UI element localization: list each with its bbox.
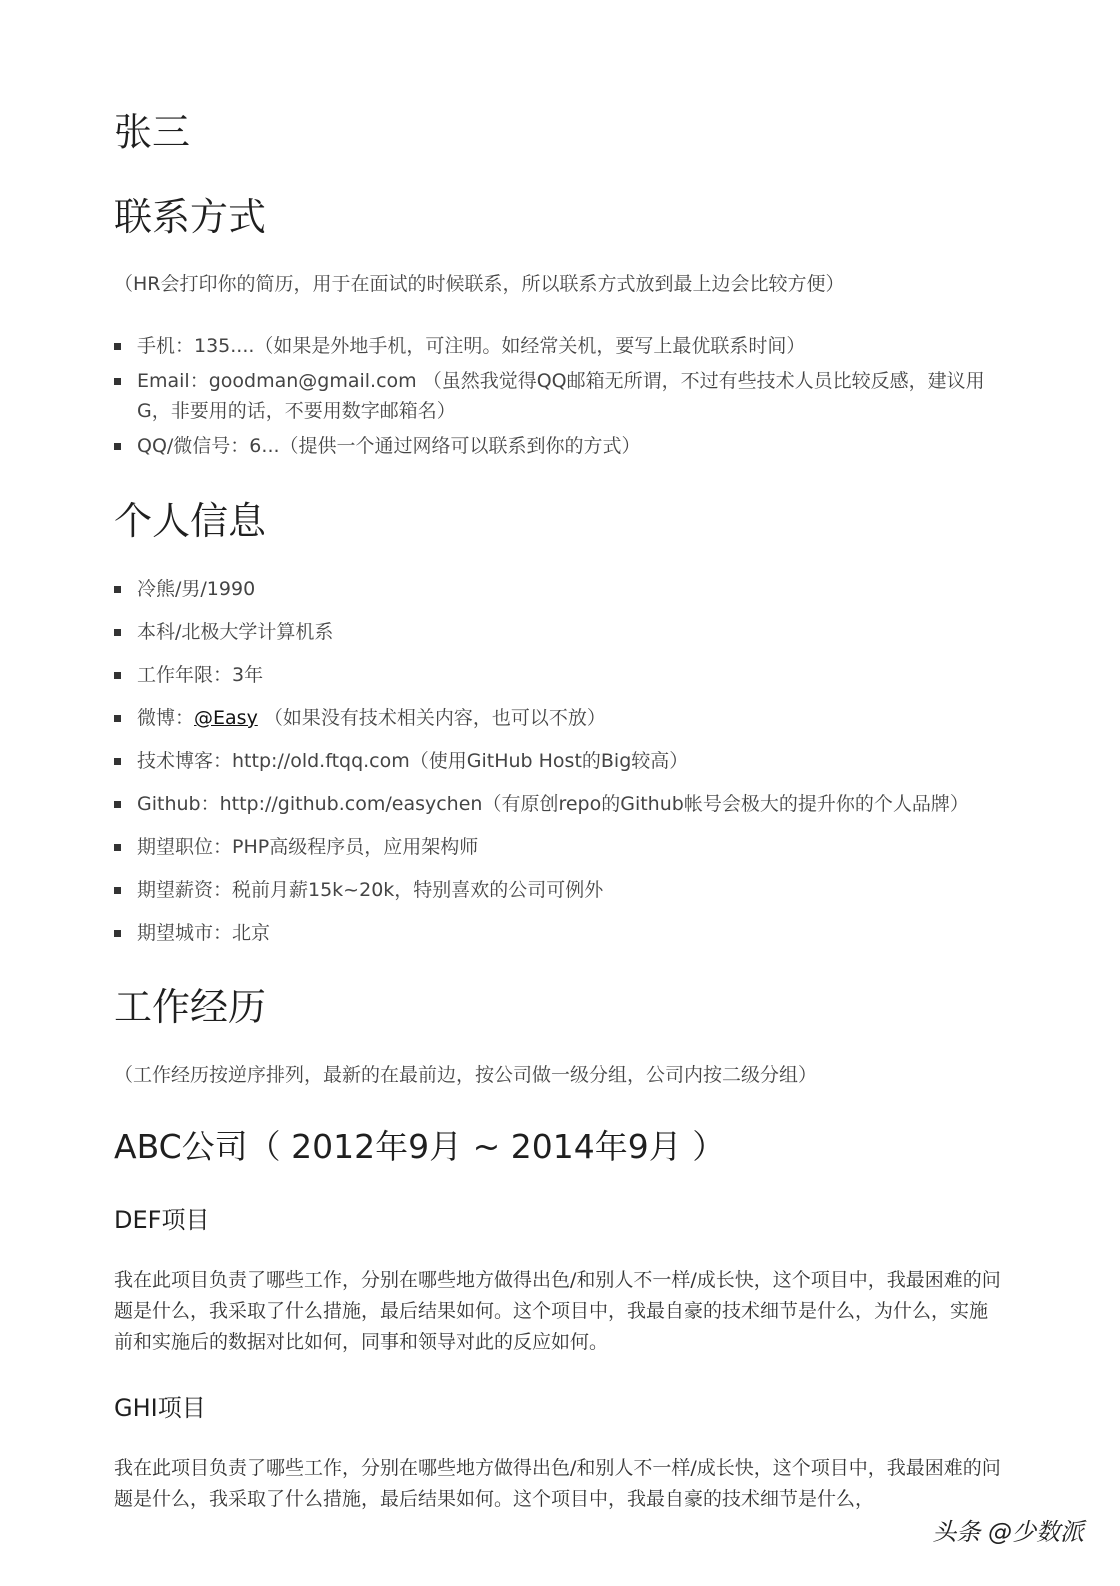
personal-info-list — [114, 574, 1004, 961]
work-heading: 工作经历 — [114, 985, 267, 1029]
weibo-label: 微博： — [137, 707, 195, 729]
contact-heading: 联系方式 — [114, 195, 267, 239]
project-desc-def: 我在此项目负责了哪些工作，分别在哪些地方做得出色/和别人不一样/成长快，这个项目中，我最困难的问题是什么，我采取了什么措施，最后结果如何。这个项目中，我最自豪的技术细节是什么，为什么，实施前和实施后的数据对比如何，同事和领导对此的反应如何。 — [114, 1269, 1001, 1353]
company-heading: ABC公司（ 2012年9月 ~ 2014年9月 ） — [114, 1127, 726, 1166]
work-note: （工作经历按逆序排列，最新的在最前边，按公司做一级分组，公司内按二级分组） — [114, 1064, 818, 1086]
contact-item-phone: 手机：135....（如果是外地手机，可注明。如经常关机，要写上最优联系时间） — [114, 331, 1004, 361]
contact-note: （HR会打印你的简历，用于在面试的时候联系，所以联系方式放到最上边会比较方便） — [114, 273, 845, 295]
personal-heading: 个人信息 — [114, 499, 267, 543]
info-item-weibo — [114, 703, 1004, 733]
info-item-position: 期望职位：PHP高级程序员，应用架构师 — [114, 832, 1004, 862]
info-item-education: 本科/北极大学计算机系 — [114, 617, 1004, 647]
watermark: 头条 @少数派 — [932, 1518, 1084, 1546]
weibo-note: （如果没有技术相关内容，也可以不放） — [257, 707, 606, 729]
info-item-city: 期望城市：北京 — [114, 918, 1004, 948]
info-item-salary: 期望薪资：税前月薪15k~20k，特别喜欢的公司可例外 — [114, 875, 1004, 905]
info-item-basic: 冷熊/男/1990 — [114, 574, 1004, 604]
resume-name: 张三 — [114, 110, 191, 154]
project-desc-ghi: 我在此项目负责了哪些工作，分别在哪些地方做得出色/和别人不一样/成长快，这个项目中，我最困难的问题是什么，我采取了什么措施，最后结果如何。这个项目中，我最自豪的技术细节是什么， — [114, 1457, 1001, 1510]
info-item-github: Github：http://github.com/easychen（有原创repo的Github帐号会极大的提升你的个人品牌） — [114, 789, 1004, 819]
project-title-ghi: GHI项目 — [114, 1394, 206, 1422]
weibo-link[interactable]: @Easy — [194, 707, 258, 729]
contact-list — [114, 331, 1004, 461]
project-title-def: DEF项目 — [114, 1206, 210, 1234]
info-item-blog: 技术博客：http://old.ftqq.com（使用GitHub Host的Big较高） — [114, 746, 1004, 776]
contact-item-email: Email：goodman@gmail.com （虽然我觉得QQ邮箱无所谓，不过有些技术人员比较反感，建议用G，非要用的话，不要用数字邮箱名） — [114, 366, 1004, 426]
contact-item-qq: QQ/微信号：6...（提供一个通过网络可以联系到你的方式） — [114, 431, 1004, 461]
info-item-years: 工作年限：3年 — [114, 660, 1004, 690]
